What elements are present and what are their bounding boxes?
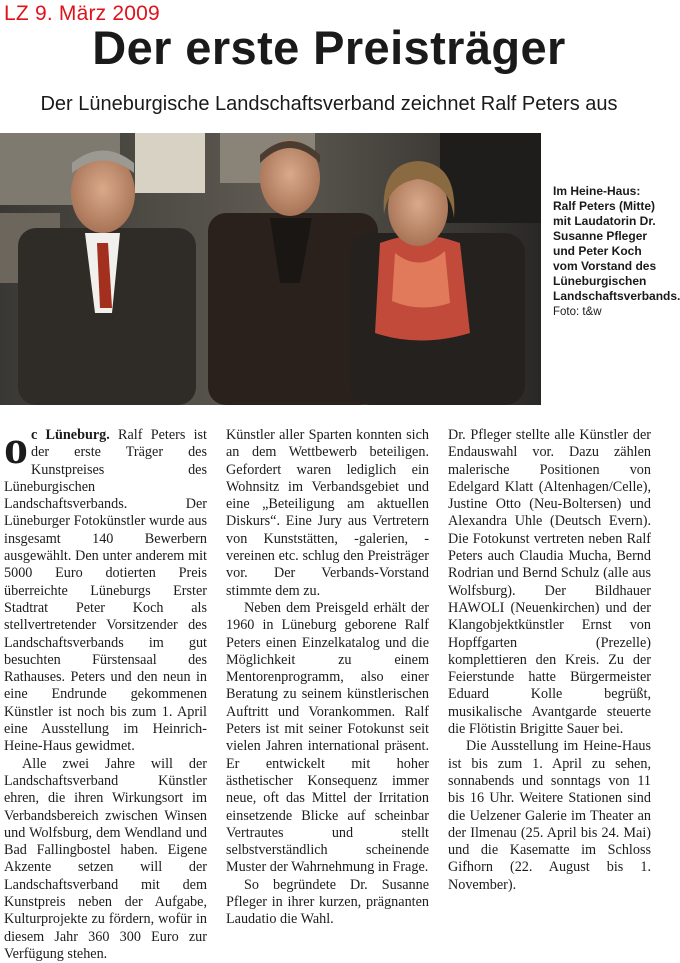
photo-caption-text: Im Heine-Haus: Ralf Peters (Mitte) mit Laudatorin Dr. Susanne Pfleger und Peter Koch vom Vorstand des Lüneburgischen Landschaftsverbands. <box>553 184 680 303</box>
headline: Der erste Preisträger <box>92 21 566 74</box>
article-paragraph: Künstler aller Sparten konnten sich an dem Wettbewerb beteiligen. Gefordert waren lediglich ein Wohnsitz im Verbandsgebiet und eine „Beteiligung am aktuellen Diskurs“. Eine Jury aus Vertretern von Kunststätten, -galerien, -vereinen etc. schlug den Preisträger vor. Der Verbands-Vorstand stimmte dem zu. <box>226 427 429 599</box>
photo-caption <box>553 184 680 320</box>
article-paragraph: So begründete Dr. Susanne Pfleger in ihrer kurzen, prägnanten Laudatio die Wahl. <box>226 876 429 928</box>
article-paragraph: oc Lüneburg. Ralf Peters ist der erste Träger des Kunstpreises des Lüneburgischen Landschaftsverbands. Der Lüneburger Fotokünstler wurde aus insgesamt 140 Bewerbern ausgewählt. Den unter anderem mit 5000 Euro dotierten Preis überreichte Lüneburgs Erster Stadtrat Peter Koch als stellvertretender Vorsitzender des Landschaftsverbands im gut besuchten Fürstensaal des Rathauses. Peters und den neun in eine Endrunde gekommenen Künstler ist noch bis zum 1. April eine Ausstellung im Heinrich-Heine-Haus gewidmet. <box>4 421 207 755</box>
press-photo <box>0 133 541 405</box>
article-paragraph: Die Ausstellung im Heine-Haus ist bis zum 1. April zu sehen, sonnabends und sonntags von 11 bis 16 Uhr. Weitere Stationen sind die Uelzener Galerie im Theater an der Ilmenau (25. April bis 24. Mai) und die Kasematte im Schloss Gifhorn (22. August bis 1. November). <box>448 738 651 893</box>
article-column-3 <box>448 427 651 942</box>
article-paragraph: Dr. Pfleger stellte alle Künstler der Endauswahl vor. Dazu zählen malerische Positionen von Edelgard Klatt (Altenhagen/Celle), Justine Otto (Neu-Boltersen) und Alexandra Uhle (Deutsch Evern). Die Fotokunst vertreten neben Ralf Peters auch Claudia Mucha, Bernd Rodrian und Bernd Schulz (alle aus Wolfsburg). Der Bildhauer HAWOLI (Neuenkirchen) und der Klangobjektkünstler Ernst von Hopffgarten (Prezelle) komplettieren den Kreis. Zu der Feierstunde hatte Bürgermeister Eduard Kolle begrüßt, musikalische Avantgarde steuerte die Flötistin Brigitte Sauer bei. <box>448 427 651 738</box>
article-column-1 <box>4 421 207 962</box>
article-column-2 <box>226 427 429 942</box>
drop-cap: o <box>4 421 28 474</box>
article-paragraph: Alle zwei Jahre will der Landschaftsverband Künstler ehren, die ihren Wirkungsort im Verbandsbereich zwischen Winsen und Wolfsburg, dem Wendland und Bad Fallingbostel haben. Eigene Akzente setzen will der Landschaftsverband mit dem Kunstpreis neben der Aufgabe, Kulturprojekte zu fördern, wofür in diesem Jahr 360 300 Euro zur Verfügung stehen. <box>4 755 207 962</box>
article-paragraph: Neben dem Preisgeld erhält der 1960 in Lüneburg geborene Ralf Peters einen Einzelkatalog und die Möglichkeit zu einem Mentorenprogramm, also einer Beratung zu seinem künstlerischen Auftritt und Vorankommen. Ralf Peters ist mit seiner Fotokunst seit vielen Jahren international präsent. Er entwickelt mit hoher ästhetischer Konsequenz immer neue, oft das Mittel der Irritation einsetzende Blicke auf scheinbar Vertrautes und stellt selbstverständlich scheinende Muster der Wahrnehmung in Frage. <box>226 599 429 876</box>
subheadline: Der Lüneburgische Landschaftsverband zeichnet Ralf Peters aus <box>40 93 618 115</box>
date-stamp: LZ 9. März 2009 <box>4 2 160 25</box>
photo-illustration <box>0 133 541 405</box>
dateline: c Lüneburg. <box>31 427 110 443</box>
photo-credit: Foto: t&w <box>553 306 602 318</box>
